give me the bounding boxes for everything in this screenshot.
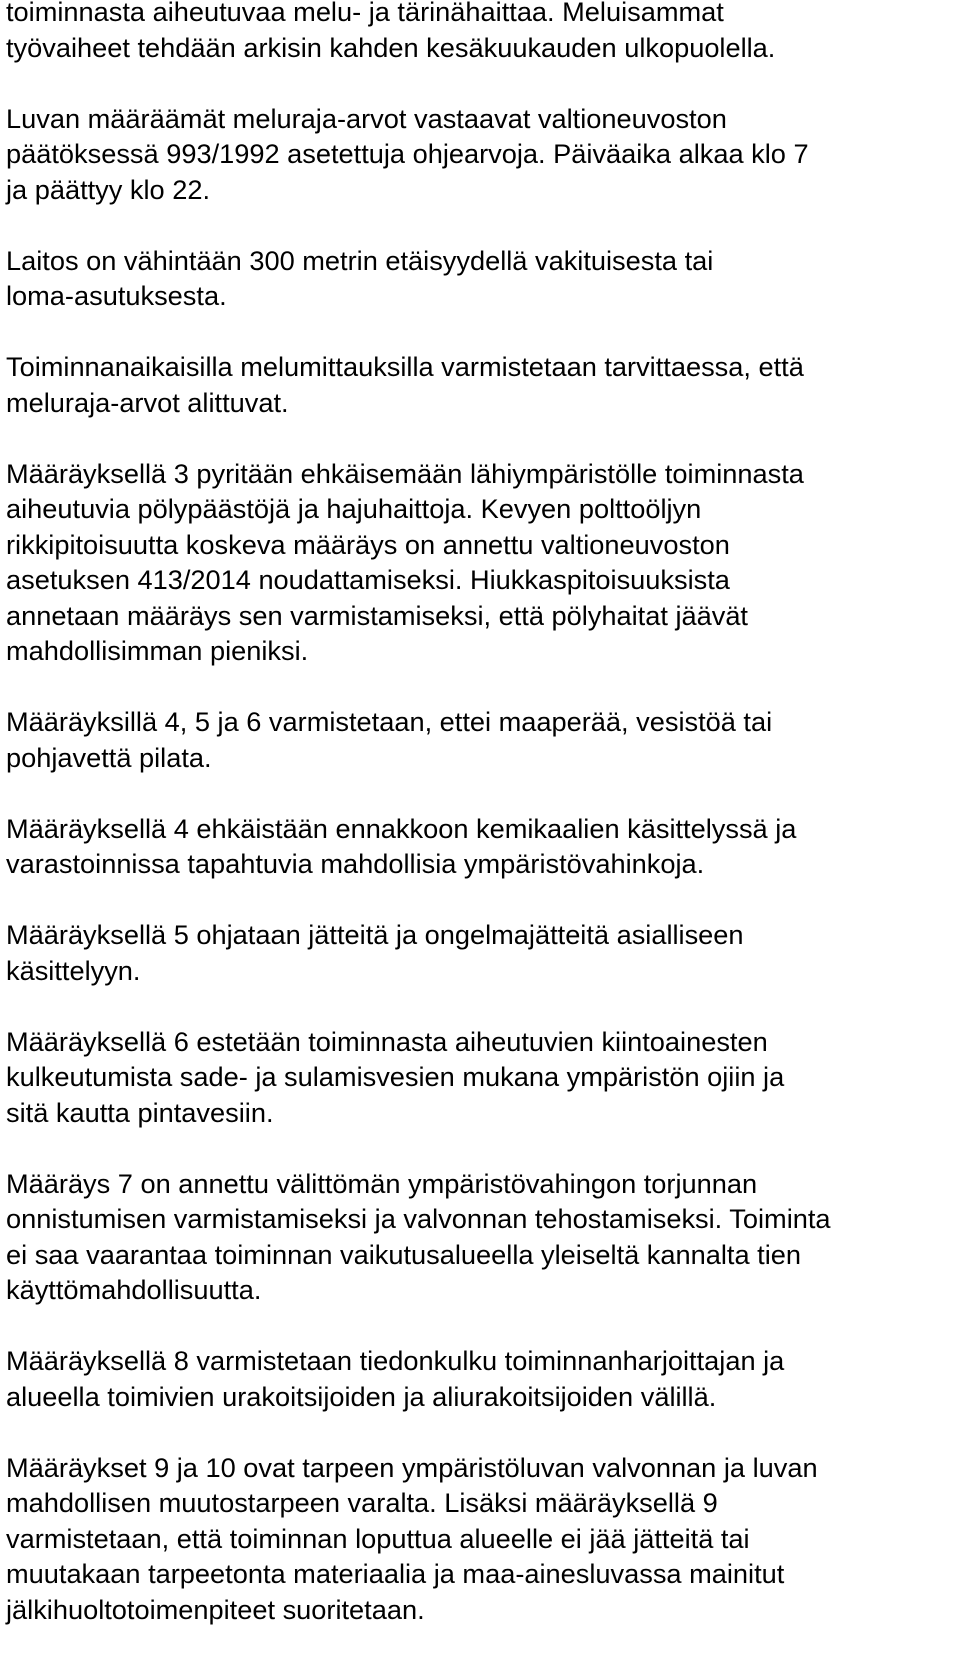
paragraph-noise-measurements: Toiminnanaikaisilla melumittauksilla varmistetaan tarvittaessa, että meluraja-arvot alittuvat. (6, 351, 804, 418)
paragraph-noise-work: toiminnasta aiheutuvaa melu- ja tärinähaittaa. Meluisammat työvaiheet tehdään arkisin kahden kesäkuukauden ulkopuolella. (6, 0, 776, 63)
paragraph-regulation-6: Määräyksellä 6 estetään toiminnasta aiheutuvien kiintoainesten kulkeutumista sade- ja sulamisvesien mukana ympäristön ojiin ja sitä kautta pintavesiin. (6, 1025, 785, 1128)
paragraph-regulation-3: Määräyksellä 3 pyritään ehkäisemään lähiympäristölle toiminnasta aiheutuvia pölypäästöjä ja hajuhaittoja. Kevyen polttoöljyn rikkipitoisuutta koskeva määräys on annettu valtioneuvoston asetuksen 413/2014 noudattamiseksi. Hiukkaspitoisuuksista annetaan määräys sen varmistamiseksi, että pölyhaitat jäävät mahdollisimman pieniksi. (6, 457, 804, 666)
paragraph-regulation-5: Määräyksellä 5 ohjataan jätteitä ja ongelmajätteitä asialliseen käsittelyyn. (6, 919, 744, 986)
document-page (6, 0, 946, 1663)
paragraph-regulation-7: Määräys 7 on annettu välittömän ympäristövahingon torjunnan onnistumisen varmistamiseksi ja valvonnan tehostamiseksi. Toiminta ei saa vaarantaa toiminnan vaikutusalueella yleiseltä kannalta tien käyttömahdollisuutta. (6, 1167, 831, 1305)
paragraph-regulations-9-10: Määräykset 9 ja 10 ovat tarpeen ympäristöluvan valvonnan ja luvan mahdollisen muutostarpeen varalta. Lisäksi määräyksellä 9 varmistetaan, että toiminnan loputtua alueelle ei jää jätteitä tai muutakaan tarpeetonta materiaalia ja maa-ainesluvassa mainitut jälkihuoltotoimenpiteet suoritetaan. (6, 1451, 818, 1625)
paragraph-regulation-8: Määräyksellä 8 varmistetaan tiedonkulku toiminnanharjoittajan ja alueella toimivien urakoitsijoiden ja aliurakoitsijoiden välillä. (6, 1345, 785, 1412)
paragraph-noise-limits: Luvan määräämät meluraja-arvot vastaavat valtioneuvoston päätöksessä 993/1992 asetettuja ohjearvoja. Päiväaika alkaa klo 7 ja päättyy klo 22. (6, 102, 809, 205)
paragraph-distance: Laitos on vähintään 300 metrin etäisyydellä vakituisesta tai loma-asutuksesta. (6, 244, 714, 311)
paragraph-regulations-4-5-6: Määräyksillä 4, 5 ja 6 varmistetaan, ettei maaperää, vesistöä tai pohjavettä pilata. (6, 706, 773, 773)
paragraph-regulation-4: Määräyksellä 4 ehkäistään ennakkoon kemikaalien käsittelyssä ja varastoinnissa tapahtuvia mahdollisia ympäristövahinkoja. (6, 812, 797, 879)
